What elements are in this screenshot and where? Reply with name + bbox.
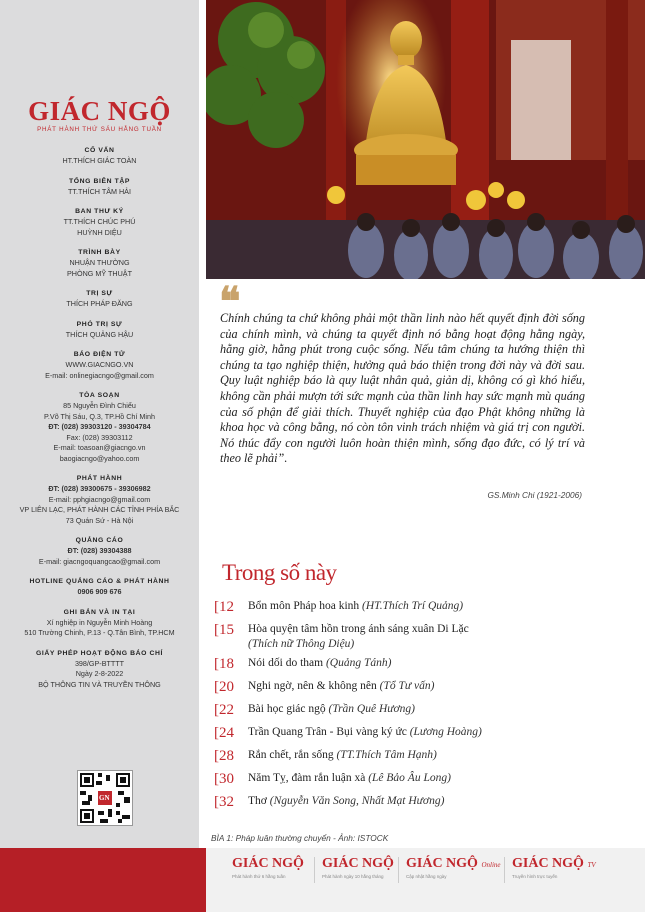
masthead-value: HT.THÍCH GIÁC TOÀN xyxy=(62,156,137,165)
footer-brand-title: GIÁC NGỘ xyxy=(232,856,304,871)
masthead-value: ĐT: (028) 39303120 - 39304784 xyxy=(48,422,151,431)
masthead-value: 510 Trường Chinh, P.13 - Q.Tân Bình, TP.HCM xyxy=(24,628,175,637)
masthead-block xyxy=(0,248,199,279)
contents-entry xyxy=(240,794,444,809)
masthead-value: Ngày 2-8-2022 xyxy=(75,669,124,678)
footer-brand-tagline: Phát hành thứ 6 hằng tuần xyxy=(232,874,286,879)
contents-page-number: [ 12 xyxy=(214,599,240,615)
contents-page-number: [ 15 xyxy=(214,622,240,638)
contents-page-number: [ 24 xyxy=(214,725,240,741)
footer-brand-title: GIÁC NGỘ xyxy=(322,856,394,871)
masthead-heading: QUẢNG CÁO xyxy=(75,537,124,544)
masthead-value[interactable]: WWW.GIACNGO.VN xyxy=(65,360,134,369)
quote-mark-icon: ❝ xyxy=(219,279,241,324)
contents-entry-title: Năm Tỵ, đàm rắn luận xà xyxy=(248,772,366,784)
contents-entry xyxy=(240,771,451,786)
footer-brand-suffix: Online xyxy=(481,861,501,869)
masthead-value[interactable]: E-mail: toasoan@giacngo.vn xyxy=(53,443,146,452)
footer-brand-tagline: Phát hành ngày 10 hằng tháng xyxy=(322,874,384,879)
masthead-value: VP LIÊN LẠC, PHÁT HÀNH CÁC TỈNH PHÍA BẮC xyxy=(19,505,180,514)
contents-entry xyxy=(240,748,437,763)
footer-divider xyxy=(398,857,399,883)
masthead-logo: GIÁC NGỘ xyxy=(28,96,171,126)
contents-item[interactable] xyxy=(214,599,594,622)
contents-entry-title: Nói dối do tham xyxy=(248,657,324,669)
masthead-value[interactable]: baogiacngo@yahoo.com xyxy=(59,453,140,463)
masthead-block xyxy=(0,608,199,639)
contents-title: Trong số này xyxy=(222,560,337,585)
contents-entry-author: (Nguyễn Văn Song, Nhất Mạt Hương) xyxy=(269,795,445,807)
masthead-heading: GHI BẢN VÀ IN TẠI xyxy=(63,608,136,616)
masthead-heading: PHÁT HÀNH xyxy=(76,475,123,482)
masthead-heading: CỐ VẤN xyxy=(84,147,115,154)
masthead-value: PHÒNG MỸ THUẬT xyxy=(67,268,132,278)
masthead-block xyxy=(0,289,199,310)
contents-item[interactable] xyxy=(214,702,594,725)
contents-item[interactable] xyxy=(214,794,594,817)
masthead-value: TT.THÍCH TÂM HẢI xyxy=(68,186,131,196)
contents-page-number: [ 20 xyxy=(214,679,240,695)
quote-author: GS.Minh Chi (1921-2006) xyxy=(487,490,582,500)
contents-entry-author: (Tổ Tư vấn) xyxy=(379,680,435,692)
masthead-heading: TRỊ SỰ xyxy=(86,290,113,297)
footer-brand-name xyxy=(512,857,596,872)
contents-item[interactable] xyxy=(214,771,594,794)
masthead-value: NHUẬN THƯỜNG xyxy=(69,258,130,267)
masthead-block xyxy=(0,146,199,167)
masthead-value: ĐT: (028) 39300675 - 39306982 xyxy=(48,484,151,493)
contents-entry-author: (Trần Quê Hương) xyxy=(328,703,416,715)
masthead-heading: TÒA SOẠN xyxy=(79,392,120,399)
footer-brand-logo[interactable] xyxy=(406,857,501,879)
contents-entry-title: Bổn môn Pháp hoa kinh xyxy=(248,600,360,612)
contents-entry-author: (Quảng Tánh) xyxy=(325,657,392,669)
footer-brand-logo[interactable] xyxy=(232,857,304,879)
contents-entry xyxy=(240,599,463,614)
contents-page-number: [ 30 xyxy=(214,771,240,787)
contents-entry-author: (Thích nữ Thông Diệu) xyxy=(248,638,355,650)
masthead-value: Fax: (028) 39303112 xyxy=(66,432,133,442)
masthead-block xyxy=(0,474,199,526)
masthead-value: BỘ THÔNG TIN VÀ TRUYỀN THÔNG xyxy=(38,679,161,689)
contents-entry xyxy=(240,656,391,671)
contents-entry-title: Bài học giác ngộ xyxy=(248,703,326,715)
contents-entry xyxy=(240,702,415,717)
masthead-value[interactable]: E-mail: onlinegiacngo@gmail.com xyxy=(45,370,154,380)
footer-divider xyxy=(314,857,315,883)
masthead-block xyxy=(0,350,199,381)
masthead-value: 398/GP-BTTTT xyxy=(74,658,125,668)
contents-item[interactable] xyxy=(214,622,594,656)
footer-brand-suffix: TV xyxy=(587,861,596,869)
footer-brand-name xyxy=(406,857,501,872)
masthead-value: 85 Nguyễn Đình Chiểu xyxy=(63,401,136,410)
masthead-block xyxy=(0,577,199,598)
contents-page-number: [ 22 xyxy=(214,702,240,718)
masthead-value: THÍCH QUẢNG HẬU xyxy=(65,329,134,339)
contents-entry xyxy=(240,725,482,740)
footer-brand-title: GIÁC NGỘ xyxy=(512,856,584,871)
masthead-heading: BÁO ĐIỆN TỬ xyxy=(73,351,126,358)
contents-entry-author: (Lương Hoàng) xyxy=(409,726,482,738)
masthead-heading: BAN THƯ KÝ xyxy=(75,208,124,215)
masthead-heading: TRÌNH BÀY xyxy=(78,249,121,256)
masthead-block xyxy=(0,536,199,567)
masthead-value[interactable]: E-mail: pphgiacngo@gmail.com xyxy=(48,494,151,504)
masthead-value: HUỲNH DIỆU xyxy=(77,227,122,237)
masthead-block xyxy=(0,649,199,691)
masthead-value: 0906 909 676 xyxy=(77,587,122,596)
masthead-heading: PHÓ TRỊ SỰ xyxy=(76,320,123,328)
contents-entry-title: Thơ xyxy=(248,795,267,807)
masthead-heading: HOTLINE QUẢNG CÁO & PHÁT HÀNH xyxy=(29,578,170,585)
footer-brand-name xyxy=(322,857,394,872)
masthead-value: TT.THÍCH CHÚC PHÚ xyxy=(63,217,136,226)
masthead-value: ĐT: (028) 39304388 xyxy=(67,546,132,555)
masthead-value: Xí nghiệp in Nguyễn Minh Hoàng xyxy=(46,617,153,627)
footer-brand-name xyxy=(232,857,304,872)
masthead-tagline: PHÁT HÀNH THỨ SÁU HẰNG TUẦN xyxy=(37,126,162,133)
contents-entry-author: (TT.Thích Tâm Hạnh) xyxy=(336,749,437,761)
footer-brand-tagline: Cập nhật hằng ngày xyxy=(406,874,447,879)
contents-page-number: [ 28 xyxy=(214,748,240,764)
contents-item[interactable] xyxy=(214,656,594,679)
footer-brand-logo[interactable] xyxy=(322,857,394,879)
contents-entry-title: Trần Quang Trân - Bụi vàng ký ức xyxy=(248,726,407,738)
contents-entry-title: Hòa quyện tâm hồn trong ánh sáng xuân Di Lặc xyxy=(248,623,469,635)
contents-entry xyxy=(240,622,469,652)
masthead-block xyxy=(0,177,199,198)
masthead-heading: GIẤY PHÉP HOẠT ĐỘNG BÁO CHÍ xyxy=(36,649,163,657)
masthead-block xyxy=(0,391,199,464)
contents-item[interactable] xyxy=(214,725,594,748)
masthead-value[interactable]: E-mail: giacngoquangcao@gmail.com xyxy=(38,556,161,566)
qr-label: GN xyxy=(99,794,110,802)
contents-list xyxy=(214,599,594,817)
cover-caption: BÌA 1: Pháp luân thường chuyển - Ảnh: ISTOCK xyxy=(211,833,389,843)
masthead-value: THÍCH PHÁP ĐĂNG xyxy=(66,299,133,308)
contents-page-number: [ 18 xyxy=(214,656,240,672)
quote-text: Chính chúng ta chứ không phải một thần linh nào hết quyết định đời sống của chính mình, và chúng ta quyết định nó bằng hoạt động hằng ngày, hằng giờ, hằng phút trong cuộc sống. Nếu tâm chúng ta hướng thiện thì chúng ta tạo nghiệp thiện, hưởng quả báo thiện trong đời này và đời sau. Quy luật nghiệp báo là quy luật nhân quả, giản dị, không có gì khó hiểu, không cần phải mượn tới sức mạnh của thần linh hay sức mạnh mù quáng của số phận để giải thích. Thuyết nghiệp của đạo Phật không những là khoa học và công bằng, nó còn tôn vinh trách nhiệm và giá trị con người. Nó thúc đẩy con người luôn hoàn thiện mình, sống đạo đức, có lý trí và theo lẽ phải”. xyxy=(220,311,585,466)
footer-brand-logo[interactable] xyxy=(512,857,596,879)
contents-entry-title: Rắn chết, rắn sống xyxy=(248,749,334,761)
temple-buddha-illustration xyxy=(206,0,645,279)
contents-entry-title: Nghi ngờ, nên & không nên xyxy=(248,680,377,692)
cover-photo xyxy=(206,0,645,279)
footer-divider xyxy=(504,857,505,883)
contents-page-number: [ 32 xyxy=(214,794,240,810)
footer-brand-tagline: Truyền hình trực tuyến xyxy=(512,874,558,879)
masthead-sidebar xyxy=(0,0,199,848)
masthead-block xyxy=(0,207,199,238)
masthead-value: P.Võ Thị Sáu, Q.3, TP.Hồ Chí Minh xyxy=(44,411,155,421)
contents-entry xyxy=(240,679,434,694)
footer-brand-title: GIÁC NGỘ xyxy=(406,856,478,871)
masthead-value: 73 Quán Sứ - Hà Nội xyxy=(65,515,134,525)
contents-entry-author: (HT.Thích Trí Quảng) xyxy=(362,600,464,612)
contents-item[interactable] xyxy=(214,679,594,702)
contents-entry-author: (Lê Bảo Âu Long) xyxy=(368,772,451,784)
staff-credits xyxy=(0,146,199,700)
masthead-heading: TỔNG BIÊN TẬP xyxy=(68,177,131,185)
contents-item[interactable] xyxy=(214,748,594,771)
masthead-block xyxy=(0,320,199,341)
